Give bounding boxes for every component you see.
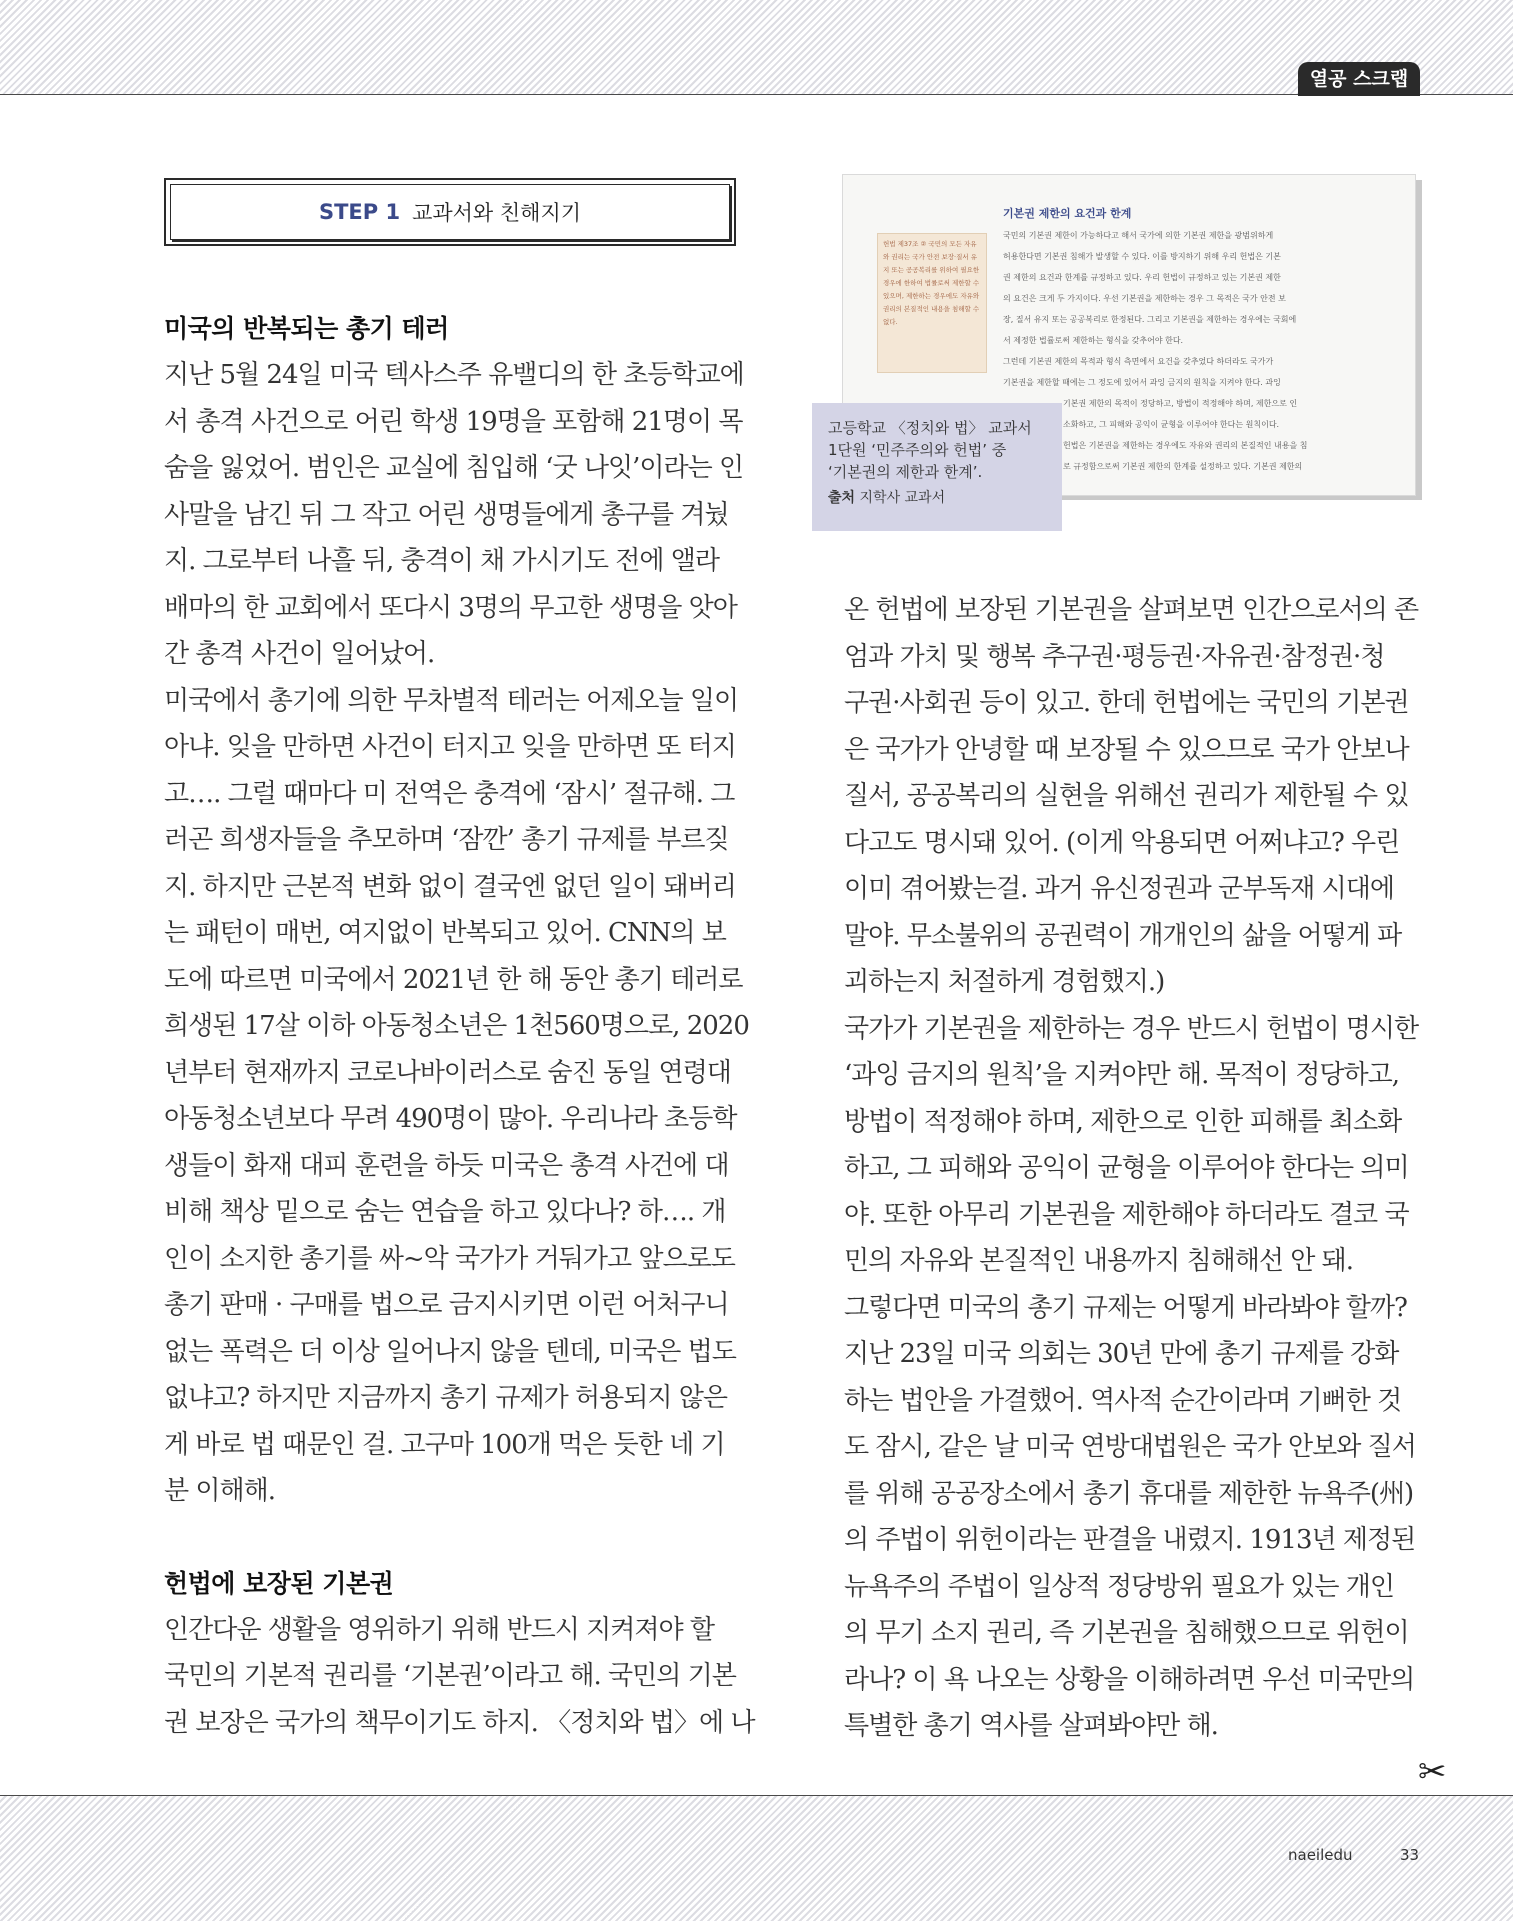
textbook-line: 의 요건은 크게 두 가지이다. 우선 기본권을 제한하는 경우 그 목적은 국가 안전 보 — [1003, 294, 1286, 303]
text-line: 도에 따르면 미국에서 2021년 한 해 동안 총기 테러로 — [164, 964, 743, 995]
textbook-body — [1003, 225, 1399, 477]
step-number: STEP 1 — [318, 200, 401, 224]
text-line: 구권·사회권 등이 있고. 한데 헌법에는 국민의 기본권 — [844, 688, 1409, 718]
text-line: 지. 그로부터 나흘 뒤, 충격이 채 가시기도 전에 앨라 — [164, 546, 719, 576]
textbook-line: 헌법은 기본권을 제한하는 경우에도 자유와 권리의 본질적인 내용을 침 — [1063, 441, 1308, 450]
text-line: 지난 23일 미국 의회는 30년 만에 총기 규제를 강화 — [844, 1339, 1399, 1369]
page-number: 33 — [1400, 1846, 1420, 1864]
text-line: 생들이 화재 대피 훈련을 하듯 미국은 총격 사건에 대 — [164, 1150, 729, 1181]
text-line: 뉴욕주의 주법이 일상적 정당방위 필요가 있는 개인 — [844, 1571, 1395, 1602]
image-caption — [812, 403, 1062, 531]
footer-stripe — [0, 1795, 1513, 1921]
paragraph-3 — [164, 1607, 755, 1747]
text-line: 를 위해 공공장소에서 총기 휴대를 제한한 뉴욕주(州) — [844, 1478, 1414, 1509]
left-column — [164, 306, 755, 1746]
text-line: 질서, 공공복리의 실현을 위해선 권리가 제한될 수 있 — [844, 781, 1409, 811]
text-line: 말야. 무소불위의 공권력이 개개인의 삶을 어떻게 파 — [844, 920, 1402, 951]
text-line: 도 잠시, 같은 날 미국 연방대법원은 국가 안보와 질서 — [844, 1432, 1416, 1462]
step-inner-frame — [170, 184, 730, 240]
text-line: 의 무기 소지 권리, 즉 기본권을 침해했으므로 위헌이 — [844, 1618, 1409, 1648]
paragraph-6 — [844, 1285, 1424, 1750]
text-line: 권 보장은 국가의 책무이기도 하지. 〈정치와 법〉에 나 — [164, 1707, 755, 1738]
text-line: 희생된 17살 이하 아동청소년은 1천560명으로, 2020 — [164, 1011, 749, 1041]
header-stripe — [0, 0, 1513, 95]
paragraph-1 — [164, 352, 744, 678]
right-column — [844, 587, 1424, 1750]
text-line: 아동청소년보다 무려 490명이 많아. 우리나라 초등학 — [164, 1104, 737, 1134]
text-line: 하고, 그 피해와 공익이 균형을 이루어야 한다는 의미 — [844, 1153, 1409, 1183]
scissors-icon: ✂ — [1418, 1752, 1447, 1792]
paragraph-4 — [844, 587, 1424, 1006]
paragraph-2 — [164, 678, 749, 1515]
text-line: 간 총격 사건이 일어났어. — [164, 639, 435, 669]
paragraph-5 — [844, 1006, 1424, 1285]
text-line: 숨을 잃었어. 범인은 교실에 침입해 ‘굿 나잇’이라는 인 — [164, 453, 744, 483]
text-line: 그렇다면 미국의 총기 규제는 어떻게 바라봐야 할까? — [844, 1292, 1407, 1323]
text-line: 인이 소지한 총기를 싸~악 국가가 거둬가고 앞으로도 — [164, 1243, 735, 1274]
text-line: 민의 자유와 본질적인 내용까지 침해해선 안 돼. — [844, 1246, 1354, 1276]
text-line: 괴하는지 처절하게 경험했지.) — [844, 967, 1165, 997]
text-line: 분 이해해. — [164, 1476, 275, 1506]
text-line: 고…. 그럴 때마다 미 전역은 충격에 ‘잠시’ 절규해. 그 — [164, 778, 735, 809]
footer-site-name: naeiledu — [1288, 1846, 1353, 1864]
textbook-line: 권 제한의 요건과 한계를 규정하고 있다. 우리 헌법이 규정하고 있는 기본권 제한 — [1003, 273, 1281, 282]
textbook-line: 소화하고, 그 피해와 공익이 균형을 이루어야 한다는 원칙이다. — [1063, 420, 1280, 429]
caption-line: 1단원 ‘민주주의와 헌법’ 중 — [828, 441, 1007, 459]
text-line: 서 총격 사건으로 어린 학생 19명을 포함해 21명이 목 — [164, 406, 743, 437]
textbook-line: 기본권을 제한할 때에는 그 정도에 있어서 과잉 금지의 원칙을 지켜야 한다. 과잉 — [1003, 378, 1281, 387]
text-line: 특별한 총기 역사를 살펴봐야만 해. — [844, 1711, 1218, 1741]
text-line: 는 패턴이 매번, 여지없이 반복되고 있어. CNN의 보 — [164, 918, 726, 948]
text-line: 총기 판매 · 구매를 법으로 금지시키면 이런 어처구니 — [164, 1290, 729, 1320]
text-line: 지. 하지만 근본적 변화 없이 결국엔 없던 일이 돼버리 — [164, 871, 736, 902]
text-line: 배마의 한 교회에서 또다시 3명의 무고한 생명을 앗아 — [164, 592, 737, 623]
text-line: 인간다운 생활을 영위하기 위해 반드시 지켜져야 할 — [164, 1614, 715, 1645]
text-line: 다고도 명시돼 있어. (이게 악용되면 어쩌냐고? 우린 — [844, 827, 1400, 858]
text-line: 러곤 희생자들을 추모하며 ‘잠깐’ 총기 규제를 부르짖 — [164, 825, 729, 855]
text-line: 비해 책상 밑으로 숨는 연습을 하고 있다나? 하…. 개 — [164, 1197, 726, 1227]
textbook-constitution-note: 헌법 제37조 ② 국민의 모든 자유와 권리는 국가 안전 보장·질서 유지 또는 공공복리를 위하여 필요한 경우에 한하여 법률로써 제한할 수 있으며, 제한하는 경우에도 자유와 권리의 본질적인 내용을 침해할 수 없다. — [877, 233, 987, 373]
text-line: 방법이 적정해야 하며, 제한으로 인한 피해를 최소화 — [844, 1106, 1402, 1137]
caption-source-label: 출처 — [828, 490, 856, 506]
caption-line: ‘기본권의 제한과 한계’. — [828, 463, 983, 481]
text-line: 하는 법안을 가결했어. 역사적 순간이라며 기뻐한 것 — [844, 1385, 1402, 1416]
text-line: 게 바로 법 때문인 걸. 고구마 100개 먹은 듯한 네 기 — [164, 1429, 725, 1460]
text-line: ‘과잉 금지의 원칙’을 지켜야만 해. 목적이 정당하고, — [844, 1060, 1399, 1090]
step-title: 교과서와 친해지기 — [412, 201, 582, 225]
textbook-title: 기본권 제한의 요건과 한계 — [1003, 207, 1132, 220]
textbook-line: 그런데 기본권 제한의 목적과 형식 측면에서 요건을 갖추었다 하더라도 국가가 — [1003, 357, 1274, 366]
caption-source — [828, 487, 1046, 509]
text-line: 국가가 기본권을 제한하는 경우 반드시 헌법이 명시한 — [844, 1013, 1419, 1044]
text-line: 미국에서 총기에 의한 무차별적 테러는 어제오늘 일이 — [164, 685, 739, 716]
text-line: 없냐고? 하지만 지금까지 총기 규제가 허용되지 않은 — [164, 1383, 727, 1413]
text-line: 없는 폭력은 더 이상 일어나지 않을 텐데, 미국은 법도 — [164, 1336, 736, 1367]
textbook-line: 로 규정함으로써 기본권 제한의 한계를 설정하고 있다. 기본권 제한의 — [1063, 462, 1303, 471]
textbook-line: 기본권 제한의 목적이 정당하고, 방법이 적정해야 하며, 제한으로 인 — [1063, 399, 1298, 408]
text-line: 야. 또한 아무리 기본권을 제한해야 하더라도 결코 국 — [844, 1199, 1409, 1230]
section-heading-gun-terror: 미국의 반복되는 총기 테러 — [164, 314, 449, 343]
text-line: 은 국가가 안녕할 때 보장될 수 있으므로 국가 안보나 — [844, 734, 1409, 765]
paragraph-gap — [164, 1515, 744, 1561]
text-line: 년부터 현재까지 코로나바이러스로 숨진 동일 연령대 — [164, 1057, 731, 1088]
caption-line: 고등학교 〈정치와 법〉 교과서 — [828, 419, 1032, 437]
section-heading-basic-rights: 헌법에 보장된 기본권 — [164, 1568, 394, 1598]
textbook-line: 국민의 기본권 제한이 가능하다고 해서 국가에 의한 기본권 제한을 광범위하게 — [1003, 231, 1274, 240]
text-line: 아냐. 잊을 만하면 사건이 터지고 잊을 만하면 또 터지 — [164, 732, 736, 762]
textbook-line: 서 제정한 법률로써 제한하는 형식을 갖추어야 한다. — [1003, 336, 1184, 345]
section-tab: 열공 스크랩 — [1298, 62, 1420, 96]
text-line: 지난 5월 24일 미국 텍사스주 유밸디의 한 초등학교에 — [164, 360, 744, 390]
text-line: 국민의 기본적 권리를 ‘기본권’이라고 해. 국민의 기본 — [164, 1661, 736, 1691]
textbook-line: 허용한다면 기본권 침해가 발생할 수 있다. 이를 방지하기 위해 우리 헌법은 기본 — [1003, 252, 1281, 261]
step-box — [164, 178, 736, 246]
text-line: 사말을 남긴 뒤 그 작고 어린 생명들에게 총구를 겨눴 — [164, 499, 729, 530]
text-line: 라나? 이 욕 나오는 상황을 이해하려면 우선 미국만의 — [844, 1664, 1415, 1695]
text-line: 온 헌법에 보장된 기본권을 살펴보면 인간으로서의 존 — [844, 595, 1419, 625]
text-line: 엄과 가치 및 행복 추구권·평등권·자유권·참정권·청 — [844, 641, 1385, 672]
caption-source-text: 지학사 교과서 — [859, 490, 946, 506]
text-line: 의 주법이 위헌이라는 판결을 내렸지. 1913년 제정된 — [844, 1525, 1416, 1555]
textbook-line: 장, 질서 유지 또는 공공복리로 한정된다. 그리고 기본권을 제한하는 경우에는 국회에 — [1003, 315, 1297, 324]
text-line: 이미 겪어봤는걸. 과거 유신정권과 군부독재 시대에 — [844, 874, 1395, 904]
